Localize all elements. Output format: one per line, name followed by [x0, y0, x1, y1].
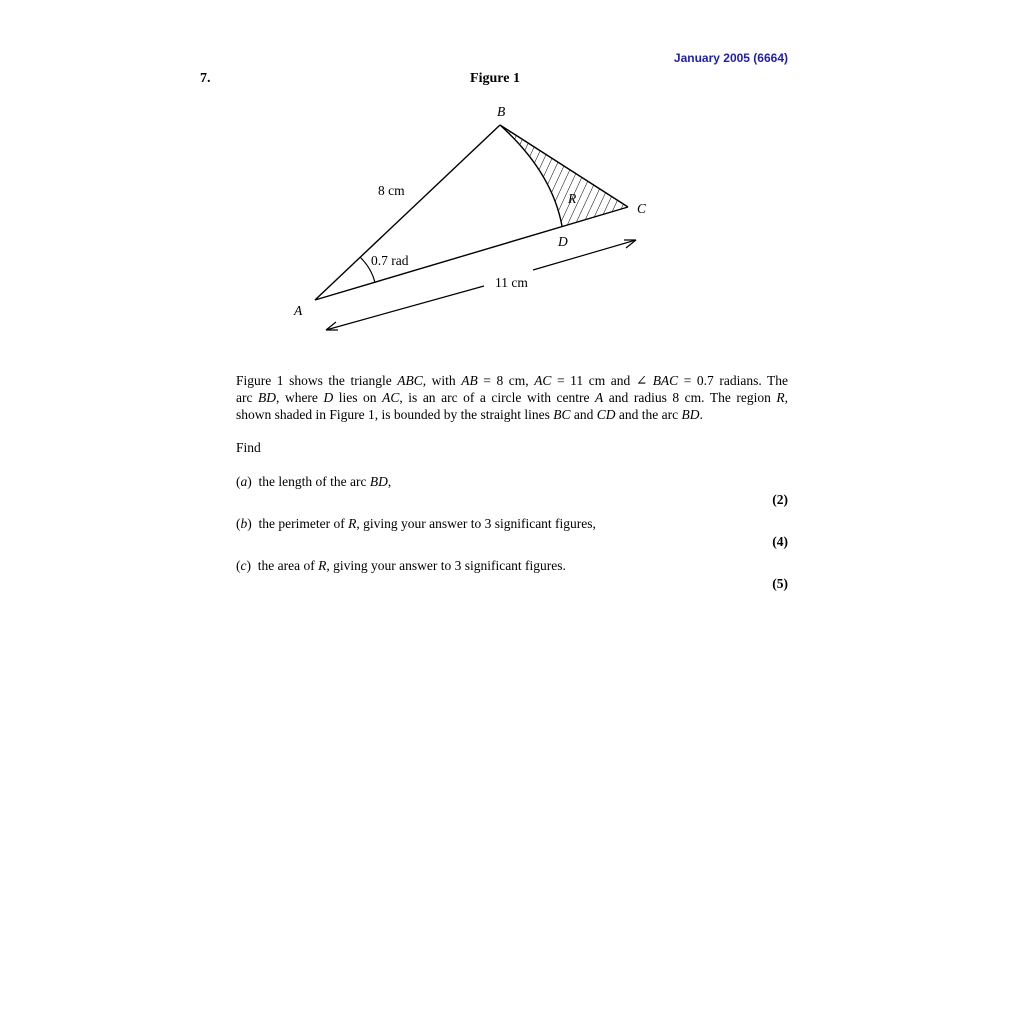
question-paragraph [236, 372, 788, 423]
vertex-a-label: A [294, 303, 303, 318]
text-run: and the arc [615, 407, 682, 422]
part-a-marks: (2) [772, 492, 788, 507]
side-ab [315, 125, 500, 300]
text-run: , where [276, 390, 324, 405]
text-run: = 0.7 radians. The [678, 373, 788, 388]
paper-source: January 2005 (6664) [673, 51, 788, 65]
math-run: BD [258, 390, 277, 405]
find-instruction: Find [236, 440, 261, 455]
part-math: R [318, 558, 327, 573]
measure-line-left [326, 286, 484, 330]
vertex-d-label: D [558, 234, 568, 249]
region-r-label: R [568, 191, 577, 206]
triangle-figure [0, 0, 1024, 370]
side-ac [315, 207, 628, 300]
part-text-end: , giving your answer to 3 significant figures, [356, 516, 596, 531]
text-run: , [784, 390, 789, 405]
math-run: BD [681, 407, 700, 422]
math-run: D [323, 390, 334, 405]
vertex-c-label: C [637, 201, 647, 216]
math-run: R [776, 390, 785, 405]
figure-title: Figure 1 [470, 71, 520, 86]
part-text: the perimeter of [258, 516, 349, 531]
text-run: lies on [333, 390, 383, 405]
text-run: and [570, 407, 597, 422]
text-run: Figure 1 shows the triangle [236, 373, 398, 388]
text-run: , with [422, 373, 462, 388]
math-run: AB [461, 373, 478, 388]
paragraph-line-2 [236, 389, 788, 406]
part-c: (c) the area of R, giving your answer to 3 significant figures. [236, 558, 566, 573]
part-label: b [240, 516, 248, 531]
part-text-end: , giving your answer to 3 significant figures. [326, 558, 566, 573]
part-text: the area of [257, 558, 319, 573]
math-run: AC [534, 373, 552, 388]
part-math: BD [369, 474, 388, 489]
text-run: and radius 8 cm. The region [603, 390, 777, 405]
math-run: A [595, 390, 604, 405]
math-run: ABC [397, 373, 423, 388]
text-run: = 8 cm, [477, 373, 535, 388]
text-run: shown shaded in Figure 1, is bounded by the straight lines [236, 407, 554, 422]
side-ac-length: 11 cm [495, 275, 528, 290]
math-run: BC [553, 407, 571, 422]
region-r-shading [500, 125, 628, 226]
math-run: CD [596, 407, 616, 422]
angle-label: 0.7 rad [371, 253, 409, 268]
paragraph-line-1 [236, 372, 788, 389]
part-text-end: , [387, 474, 392, 489]
vertex-b-label: B [497, 104, 506, 119]
part-text: the length of the arc [258, 474, 370, 489]
measure-line-right [533, 240, 636, 270]
part-b: (b) the perimeter of R, giving your answer to 3 significant figures, [236, 516, 596, 531]
part-label: c [240, 558, 247, 573]
paragraph-line-3 [236, 406, 788, 423]
part-b-marks: (4) [772, 534, 788, 549]
side-ab-length: 8 cm [378, 183, 405, 198]
question-number: 7. [200, 71, 211, 86]
part-a: (a) the length of the arc BD, [236, 474, 392, 489]
text-run: = 11 cm and ∠ [551, 373, 653, 388]
math-run: AC [382, 390, 400, 405]
math-run: BAC [652, 373, 679, 388]
part-label: a [240, 474, 248, 489]
part-c-marks: (5) [772, 576, 788, 591]
part-math: R [348, 516, 357, 531]
text-run: . [699, 407, 703, 422]
text-run: arc [236, 390, 259, 405]
text-run: , is an arc of a circle with centre [399, 390, 596, 405]
